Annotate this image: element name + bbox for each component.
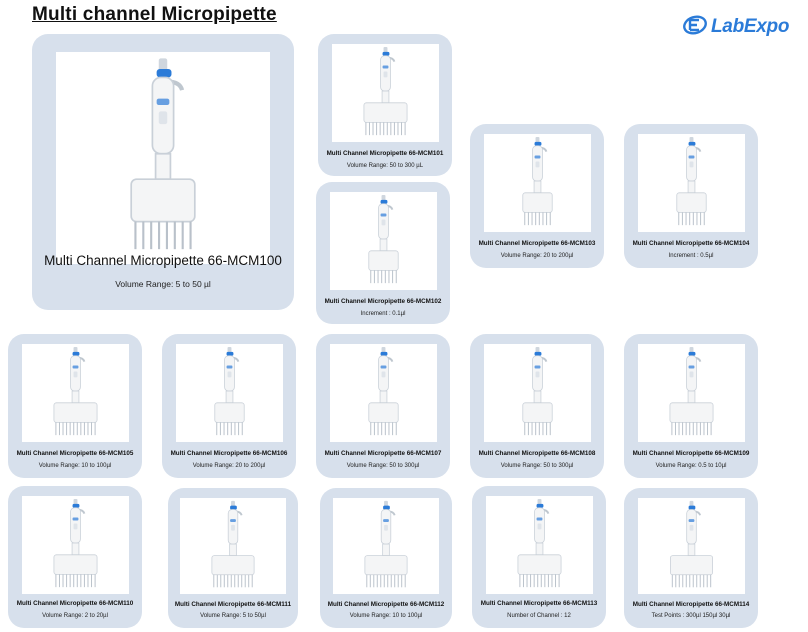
page-title: Multi channel Micropipette [32, 4, 277, 25]
product-spec: Volume Range: 10 to 100µl [38, 463, 112, 469]
product-spec: Volume Range: 5 to 50 µl [115, 279, 211, 289]
product-spec: Volume Range: 50 to 300µl [346, 463, 420, 469]
product-name: Multi Channel Micropipette 66-MCM105 [16, 450, 134, 457]
product-card-66-MCM111[interactable] [168, 488, 298, 628]
product-name: Multi Channel Micropipette 66-MCM102 [324, 298, 442, 305]
logo-text: LabExpo [711, 16, 790, 37]
product-name: Multi Channel Micropipette 66-MCM106 [170, 450, 288, 457]
product-card-66-MCM102[interactable] [316, 182, 450, 324]
pipette-illustration [176, 344, 283, 442]
product-image [330, 192, 437, 290]
product-spec: Number of Channel : 12 [507, 613, 571, 619]
product-image [638, 498, 745, 594]
product-image [484, 134, 591, 232]
pipette-illustration [333, 498, 439, 594]
pipette-illustration [332, 44, 439, 142]
product-card-66-MCM107[interactable] [316, 334, 450, 478]
product-image [638, 134, 745, 232]
pipette-illustration [638, 134, 745, 232]
pipette-illustration [486, 496, 593, 594]
product-image [330, 344, 437, 442]
product-name: Multi Channel Micropipette 66-MCM113 [480, 600, 598, 607]
product-spec: Volume Range: 50 to 300µl [500, 463, 574, 469]
labexpo-logo-icon [682, 13, 708, 42]
product-image [484, 344, 591, 442]
product-spec: Volume Range: 10 to 100µl [349, 613, 423, 619]
product-spec: Test Points : 300µl 150µl 30µl [651, 613, 731, 619]
product-name: Multi Channel Micropipette 66-MCM107 [324, 450, 442, 457]
product-image [56, 52, 270, 264]
product-image [333, 498, 439, 594]
product-spec: Volume Range: 5 to 50µl [200, 613, 266, 619]
product-name: Multi Channel Micropipette 66-MCM104 [632, 240, 750, 247]
product-card-66-MCM106[interactable] [162, 334, 296, 478]
product-name: Multi Channel Micropipette 66-MCM109 [632, 450, 750, 457]
product-image [180, 498, 286, 594]
product-name: Multi Channel Micropipette 66-MCM110 [16, 600, 134, 607]
product-name: Multi Channel Micropipette 66-MCM100 [44, 253, 282, 268]
product-card-66-MCM109[interactable] [624, 334, 758, 478]
product-card-66-MCM108[interactable] [470, 334, 604, 478]
pipette-illustration [330, 192, 437, 290]
pipette-illustration [180, 498, 286, 594]
product-spec: Increment : 0.5µl [668, 253, 714, 259]
pipette-illustration [56, 52, 270, 264]
product-image [486, 496, 593, 594]
product-spec: Volume Range: 50 to 300 µL [346, 163, 424, 169]
product-card-66-MCM103[interactable] [470, 124, 604, 268]
product-image [22, 344, 129, 442]
pipette-illustration [330, 344, 437, 442]
product-card-66-MCM114[interactable] [624, 488, 758, 628]
product-card-66-MCM101[interactable] [318, 34, 452, 176]
product-card-66-MCM104[interactable] [624, 124, 758, 268]
pipette-illustration [638, 498, 745, 594]
pipette-illustration [22, 344, 129, 442]
product-image [332, 44, 439, 142]
product-card-66-MCM113[interactable] [472, 486, 606, 628]
product-name: Multi Channel Micropipette 66-MCM103 [478, 240, 596, 247]
product-spec: Volume Range: 2 to 20µl [42, 613, 108, 619]
product-spec: Volume Range: 20 to 200µl [192, 463, 266, 469]
product-spec: Volume Range: 0.5 to 10µl [655, 463, 727, 469]
pipette-illustration [484, 344, 591, 442]
pipette-illustration [22, 496, 129, 594]
product-name: Multi Channel Micropipette 66-MCM111 [174, 601, 292, 608]
product-spec: Volume Range: 20 to 200µl [500, 253, 574, 259]
product-image [176, 344, 283, 442]
labexpo-logo[interactable] [682, 14, 792, 40]
product-card-66-MCM110[interactable] [8, 486, 142, 628]
product-spec: Increment : 0.1µl [360, 311, 406, 317]
product-image [638, 344, 745, 442]
product-card-66-MCM105[interactable] [8, 334, 142, 478]
product-image [22, 496, 129, 594]
product-card-66-MCM112[interactable] [320, 488, 452, 628]
pipette-illustration [484, 134, 591, 232]
product-name: Multi Channel Micropipette 66-MCM114 [632, 601, 750, 608]
product-card-66-MCM100[interactable] [32, 34, 294, 310]
product-name: Multi Channel Micropipette 66-MCM108 [478, 450, 596, 457]
product-name: Multi Channel Micropipette 66-MCM112 [327, 601, 445, 608]
product-name: Multi Channel Micropipette 66-MCM101 [326, 150, 444, 157]
pipette-illustration [638, 344, 745, 442]
